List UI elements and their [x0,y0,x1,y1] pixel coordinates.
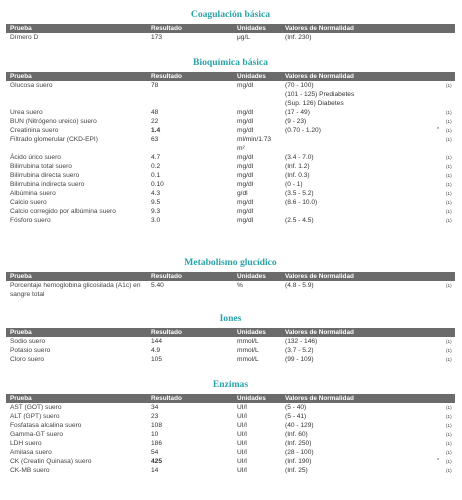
result-value: 9.3 [151,208,161,215]
section-bioquimica [6,57,455,225]
units-value: mg/dl [237,181,254,188]
reference-range: (Inf. 0.3) [285,172,310,179]
test-name: Albúmina suero [10,190,56,197]
method-ref: (1) [446,164,452,169]
section-coagulacion [6,9,455,42]
units-value: g/dl [237,190,248,197]
reference-range: (3.7 - 5.2) [285,347,314,354]
table-row [6,171,455,180]
units-value: UI/l [237,449,247,456]
out-of-range-flag: * [437,458,439,464]
units-value: UI/l [237,422,247,429]
table-row [6,99,455,108]
section-title: Bioquímica básica [193,57,268,68]
method-ref: (1) [446,414,452,419]
reference-range: (Inf. 25) [285,467,308,474]
header-result: Resultado [151,25,182,32]
section-title: Iones [219,313,242,324]
table-row [6,448,455,457]
test-name: CK (Creatin Quinasa) suero [10,458,92,465]
test-name: LDH suero [10,440,42,447]
header-range: Valores de Normalidad [285,73,354,80]
method-ref: (1) [446,155,452,160]
result-value: 4.3 [151,190,161,197]
result-value: 23 [151,413,159,420]
header-test: Prueba [10,73,32,80]
result-value: 48 [151,109,159,116]
method-ref: (1) [446,137,452,142]
result-value: 78 [151,82,159,89]
method-ref: (1) [446,209,452,214]
table-row [6,90,455,99]
result-value: 0.1 [151,172,161,179]
units-value: mg/dl [237,199,254,206]
method-ref: (1) [446,128,452,133]
units-value: ml/min/1.73 [237,136,272,143]
header-units: Unidades [237,73,266,80]
header-range: Valores de Normalidad [285,329,354,336]
reference-range: (5 - 41) [285,413,307,420]
units-value: mg/dl [237,109,254,116]
units-value: % [237,282,243,289]
units-value: mg/dl [237,217,254,224]
table-row [6,135,455,144]
section-title: Metabolismo glucídico [184,257,277,268]
units-value: mg/dl [237,154,254,161]
method-ref: (1) [446,119,452,124]
reference-range: (3.4 - 7.0) [285,154,314,161]
test-name: ALT (GPT) suero [10,413,60,420]
header-test: Prueba [10,273,32,280]
units-value: mmol/L [237,356,259,363]
table-header [6,394,455,403]
test-name: CK-MB suero [10,467,50,474]
result-value: 34 [151,404,159,411]
reference-range: (132 - 146) [285,338,318,345]
reference-range: (Inf. 230) [285,34,312,41]
table-row [6,117,455,126]
header-units: Unidades [237,395,266,402]
result-value: 54 [151,449,159,456]
header-result: Resultado [151,329,182,336]
test-name: Fosfatasa alcalina suero [10,422,82,429]
result-value: 9.5 [151,199,161,206]
units-value: μg/L [237,34,250,41]
table-row [6,207,455,216]
table-row [6,33,455,42]
test-name: Sodio suero [10,338,46,345]
table-row [6,81,455,90]
test-name: Glucosa suero [10,82,53,89]
header-result: Resultado [151,73,182,80]
table-row [6,281,455,290]
reference-range: (40 - 129) [285,422,314,429]
table-row [6,439,455,448]
result-value: 108 [151,422,163,429]
reference-range: (99 - 109) [285,356,314,363]
test-name: BUN (Nitrógeno ureico) suero [10,118,97,125]
method-ref: (1) [446,423,452,428]
result-value: 4.7 [151,154,161,161]
result-value: 186 [151,440,163,447]
table-row [6,430,455,439]
units-value: m² [237,145,245,152]
header-test: Prueba [10,25,32,32]
result-value: 425 [151,458,163,465]
reference-range: (Inf. 190) [285,458,312,465]
table-row [6,162,455,171]
reference-range: (Inf. 60) [285,431,308,438]
table-row [6,457,455,466]
table-header [6,72,455,81]
out-of-range-flag: * [437,127,439,133]
reference-range: (0 - 1) [285,181,303,188]
test-name: Fósforo suero [10,217,51,224]
method-ref: (1) [446,348,452,353]
reference-range: (3.5 - 5.2) [285,190,314,197]
test-name: Dímero D [10,34,39,41]
units-value: mg/dl [237,118,254,125]
section-enzimas [6,379,455,475]
header-test: Prueba [10,395,32,402]
header-units: Unidades [237,329,266,336]
test-name: Urea suero [10,109,43,116]
method-ref: (1) [446,173,452,178]
result-value: 0.10 [151,181,164,188]
header-range: Valores de Normalidad [285,25,354,32]
table-row [6,290,455,299]
result-value: 173 [151,34,163,41]
result-value: 4.9 [151,347,161,354]
header-result: Resultado [151,273,182,280]
reference-range: (70 - 100) [285,82,314,89]
test-name: Cloro suero [10,356,45,363]
test-name: Bilirrubina directa suero [10,172,80,179]
header-range: Valores de Normalidad [285,273,354,280]
reference-range: (101 - 125) Prediabetes [285,91,355,98]
units-value: mg/dl [237,163,254,170]
units-value: UI/l [237,413,247,420]
units-value: mg/dl [237,208,254,215]
method-ref: (1) [446,405,452,410]
method-ref: (1) [446,459,452,464]
test-name: Gamma-GT suero [10,431,64,438]
table-row [6,346,455,355]
method-ref: (1) [446,450,452,455]
method-ref: (1) [446,200,452,205]
units-value: UI/l [237,404,247,411]
table-row [6,337,455,346]
method-ref: (1) [446,110,452,115]
table-row [6,412,455,421]
header-range: Valores de Normalidad [285,395,354,402]
method-ref: (1) [446,441,452,446]
method-ref: (1) [446,283,452,288]
result-value: 63 [151,136,159,143]
table-header [6,24,455,33]
table-row [6,126,455,135]
table-header [6,272,455,281]
table-row [6,144,455,153]
units-value: UI/l [237,458,247,465]
method-ref: (1) [446,83,452,88]
header-units: Unidades [237,25,266,32]
table-body [6,337,455,364]
reference-range: (Inf. 1.2) [285,163,310,170]
result-value: 14 [151,467,159,474]
section-title: Enzimas [212,379,249,390]
table-body [6,281,455,299]
table-body [6,33,455,42]
header-units: Unidades [237,273,266,280]
test-name: Creatinina suero [10,127,59,134]
method-ref: (1) [446,182,452,187]
result-value: 1.4 [151,127,161,134]
method-ref: (1) [446,468,452,473]
result-value: 144 [151,338,163,345]
section-title: Coagulación básica [190,9,271,20]
test-name: Calcio suero [10,199,47,206]
reference-range: (9 - 23) [285,118,307,125]
table-header [6,328,455,337]
units-value: mg/dl [237,172,254,179]
table-row [6,216,455,225]
table-row [6,180,455,189]
test-name: Ácido úrico suero [10,154,61,161]
table-row [6,355,455,364]
section-metabolismo [6,257,455,299]
test-name: sangre total [10,291,45,298]
table-row [6,403,455,412]
table-row [6,189,455,198]
reference-range: (0.70 - 1.20) [285,127,321,134]
reference-range: (17 - 49) [285,109,310,116]
test-name: Bilirrubina total suero [10,163,72,170]
units-value: UI/l [237,440,247,447]
test-name: Amilasa suero [10,449,52,456]
table-body [6,403,455,475]
units-value: mg/dl [237,127,254,134]
test-name: Bilirrubina indirecta suero [10,181,85,188]
reference-range: (28 - 100) [285,449,314,456]
result-value: 10 [151,431,159,438]
result-value: 5.40 [151,282,164,289]
method-ref: (1) [446,339,452,344]
reference-range: (8.6 - 10.0) [285,199,318,206]
table-body [6,81,455,225]
section-iones [6,313,455,364]
test-name: Potasio suero [10,347,51,354]
reference-range: (Inf. 250) [285,440,312,447]
units-value: UI/l [237,467,247,474]
test-name: AST (GOT) suero [10,404,62,411]
table-row [6,421,455,430]
table-row [6,153,455,162]
units-value: UI/l [237,431,247,438]
table-row [6,466,455,475]
table-row [6,198,455,207]
method-ref: (1) [446,191,452,196]
test-name: Filtrado glomerular (CKD-EPI) [10,136,98,143]
result-value: 3.0 [151,217,161,224]
test-name: Calcio corregido por albúmina suero [10,208,116,215]
units-value: mmol/L [237,347,259,354]
reference-range: (Sup. 126) Diabetes [285,100,344,107]
header-result: Resultado [151,395,182,402]
result-value: 0.2 [151,163,161,170]
reference-range: (2.5 - 4.5) [285,217,314,224]
units-value: mg/dl [237,82,254,89]
header-test: Prueba [10,329,32,336]
test-name: Porcentaje hemoglobina glicosilada (A1c) en [10,282,141,289]
units-value: mmol/L [237,338,259,345]
result-value: 105 [151,356,163,363]
method-ref: (1) [446,218,452,223]
reference-range: (5 - 40) [285,404,307,411]
result-value: 22 [151,118,159,125]
reference-range: (4.8 - 5.9) [285,282,314,289]
method-ref: (1) [446,357,452,362]
table-row [6,108,455,117]
method-ref: (1) [446,432,452,437]
